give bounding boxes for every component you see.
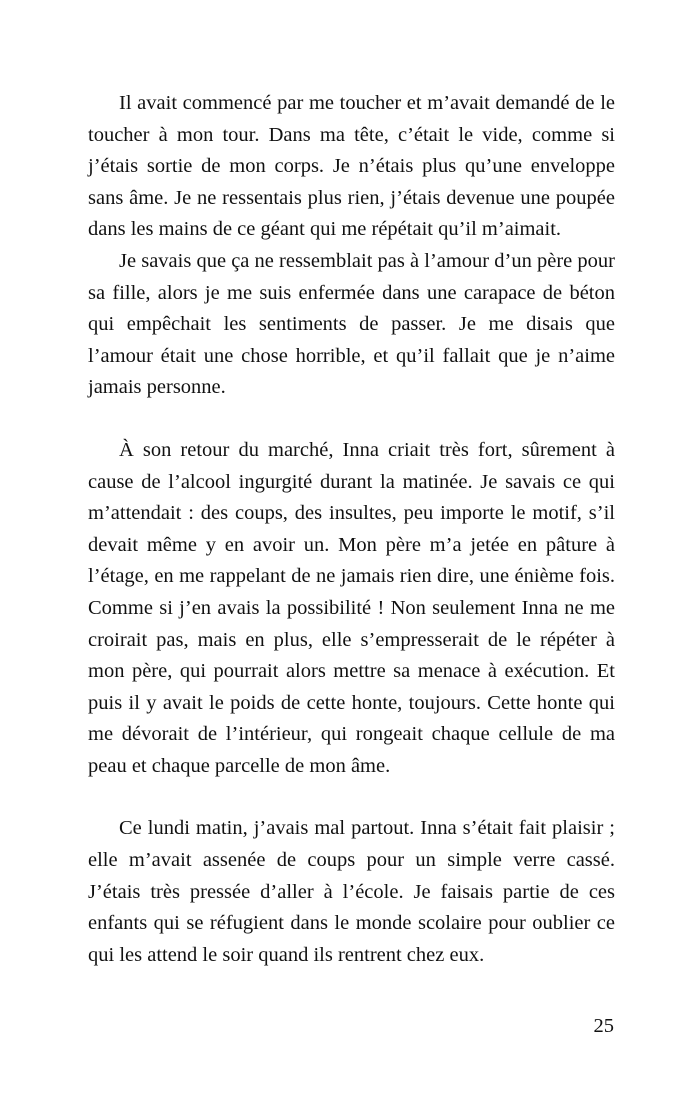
paragraph-4: Ce lundi matin, j’avais mal partout. Inna s’était fait plaisir ; elle m’avait assenée de coups pour un simple verre cassé. J’étais très pressée d’aller à l’école. Je faisais partie de ces enfants qui se réfugient dans le monde scolaire pour oublier ce qui les attend le soir quand ils rentrent chez eux. <box>88 817 615 966</box>
page-body <box>88 88 615 971</box>
paragraph-3: À son retour du marché, Inna criait très fort, sûrement à cause de l’alcool ingurgité durant la matinée. Je savais ce qui m’attendait : des coups, des insultes, peu importe le motif, s’il devait même y en avoir un. Mon père m’a jetée en pâture à l’étage, en me rappelant de ne jamais rien dire, une énième fois. Comme si j’en avais la possibilité ! Non seulement Inna ne me croirait pas, mais en plus, elle s’empresserait de le répéter à mon père, qui pourrait alors mettre sa menace à exécution. Et puis il y avait le poids de cette honte, toujours. Cette honte qui me dévorait de l’intérieur, qui rongeait chaque cellule de ma peau et chaque parcelle de mon âme. <box>88 438 615 777</box>
page-number: 25 <box>593 1015 614 1037</box>
paragraph-1: Il avait commencé par me toucher et m’avait demandé de le toucher à mon tour. Dans ma tête, c’était le vide, comme si j’étais sortie de mon corps. Je n’étais plus qu’une enveloppe sans âme. Je ne ressentais plus rien, j’étais devenue une poupée dans les mains de ce géant qui me répétait qu’il m’aimait. <box>88 92 615 241</box>
paragraph-2: Je savais que ça ne ressemblait pas à l’amour d’un père pour sa fille, alors je me suis enfermée dans une carapace de béton qui empêchait les sentiments de passer. Je me disais que l’amour était une chose horrible, et qu’il fallait que je n’aime jamais personne. <box>88 249 615 399</box>
